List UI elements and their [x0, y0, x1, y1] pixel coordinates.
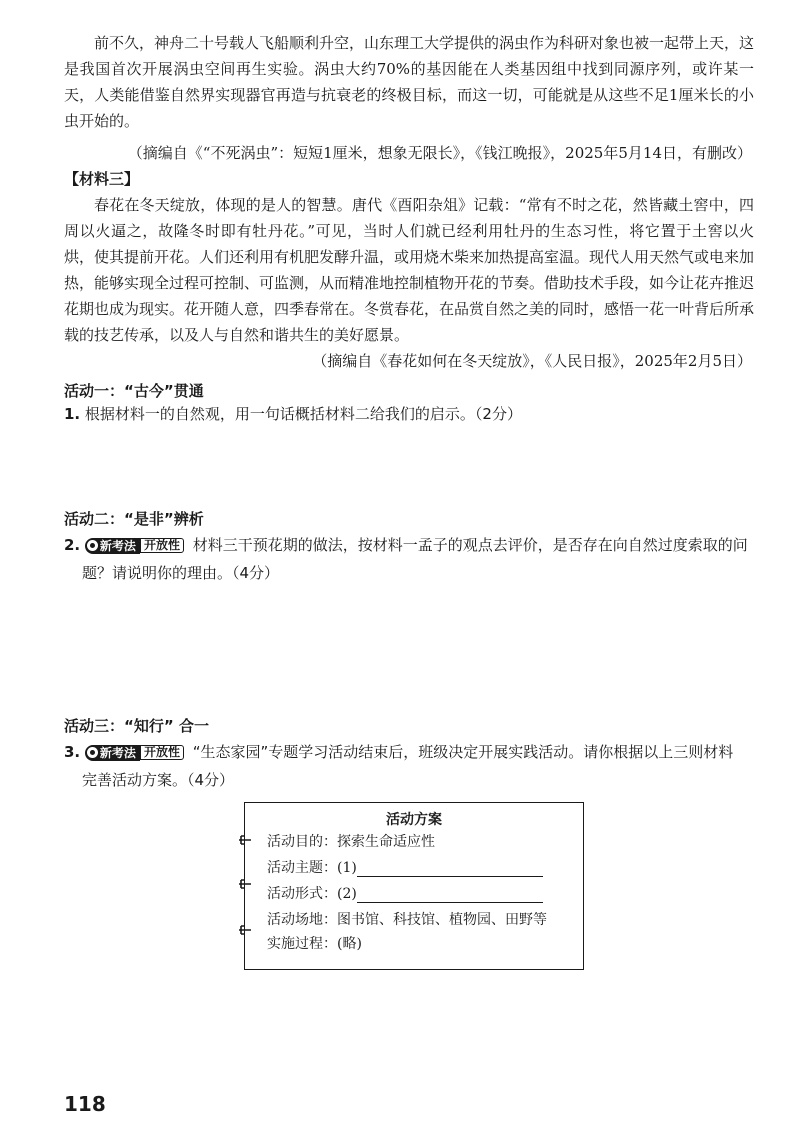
plan-title: 活动方案	[386, 812, 442, 828]
question-2-tags	[85, 538, 184, 554]
new-method-tag	[85, 745, 140, 761]
question-2	[64, 531, 754, 587]
plan-purpose: 活动目的：探索生命适应性	[267, 834, 435, 850]
material3-source: （摘编自《春花如何在冬天绽放》，《人民日报》，2025年2月5日）	[312, 352, 752, 370]
plan-form-row	[267, 885, 543, 903]
question-3-number: 3.	[64, 743, 81, 761]
plan-venue: 活动场地：图书馆、科技馆、植物园、田野等	[267, 912, 547, 928]
activity-1-title: 活动一：“古今”贯通	[64, 382, 204, 400]
question-2-number: 2.	[64, 536, 81, 554]
activity-plan-box	[244, 802, 584, 970]
plan-theme-row	[267, 859, 543, 877]
question-3-text-line1: “生态家园”专题学习活动结束后，班级决定开展实践活动。请你根据以上三则材料	[192, 743, 734, 761]
lightbulb-icon	[87, 747, 98, 758]
new-method-tag-label: 新考法	[99, 745, 136, 760]
question-1-text: 根据材料一的自然观，用一句话概括材料二给我们的启示。（2分）	[84, 405, 522, 423]
question-3	[64, 738, 754, 794]
open-ended-tag: 开放性	[140, 538, 184, 553]
page-number: 118	[64, 1092, 106, 1116]
material2-paragraph: 前不久，神舟二十号载人飞船顺利升空，山东理工大学提供的涡虫作为科研对象也被一起带上天，这是我国首次开展涡虫空间再生实验。涡虫大约70%的基因能在人类基因组中找到同源序列，或许某一天，人类能借鉴自然界实现器官再造与抗衰老的终极目标，而这一切，可能就是从这些不足1厘米长的小虫开始的。	[64, 34, 755, 130]
question-2-text-line1: 材料三干预花期的做法，按材料一孟子的观点去评价，是否存在向自然过度索取的问	[192, 536, 748, 554]
lightbulb-icon	[87, 540, 98, 551]
question-2-text-line2: 题？请说明你的理由。（4分）	[82, 564, 280, 582]
question-1	[64, 400, 754, 428]
activity-3-title: 活动三：“知行” 合一	[64, 717, 209, 735]
activity-2-title: 活动二：“是非”辨析	[64, 510, 204, 528]
new-method-tag-label: 新考法	[99, 538, 136, 553]
question-3-tags	[85, 745, 184, 761]
material2-source: （摘编自《“不死涡虫”：短短1厘米，想象无限长》，《钱江晚报》，2025年5月14日，有删改）	[127, 144, 752, 162]
open-ended-tag: 开放性	[140, 745, 184, 760]
plan-theme-label: 活动主题：(1)	[267, 860, 357, 876]
plan-theme-blank[interactable]	[357, 862, 543, 877]
material3-paragraph: 春花在冬天绽放，体现的是人的智慧。唐代《酉阳杂俎》记载：“常有不时之花，然皆藏土窖中，四周以火逼之，故隆冬时即有牡丹花。”可见，当时人们就已经利用牡丹的生态习性，将它置于土窖以火烘，使其提前开花。人们还利用有机肥发酵升温，或用烧木柴来加热提高室温。现代人用天然气或电来加热，能够实现全过程可控制、可监测，从而精准地控制植物开花的节奏。借助技术手段，如今让花卉推迟花期也成为现实。花开随人意，四季春常在。冬赏春花，在品赏自然之美的同时，感悟一花一叶背后所承载的技艺传承，以及人与自然和谐共生的美好愿景。	[64, 196, 755, 344]
plan-form-blank[interactable]	[357, 888, 543, 903]
question-3-text-line2: 完善活动方案。（4分）	[82, 771, 235, 789]
binder-ring-icon	[237, 925, 253, 935]
new-method-tag	[85, 538, 140, 554]
material3-heading: 【材料三】	[64, 170, 140, 188]
question-1-number: 1.	[64, 405, 81, 423]
binder-ring-icon	[237, 879, 253, 889]
binder-ring-icon	[237, 835, 253, 845]
plan-form-label: 活动形式：(2)	[267, 886, 357, 902]
plan-process: 实施过程：(略)	[267, 936, 362, 952]
